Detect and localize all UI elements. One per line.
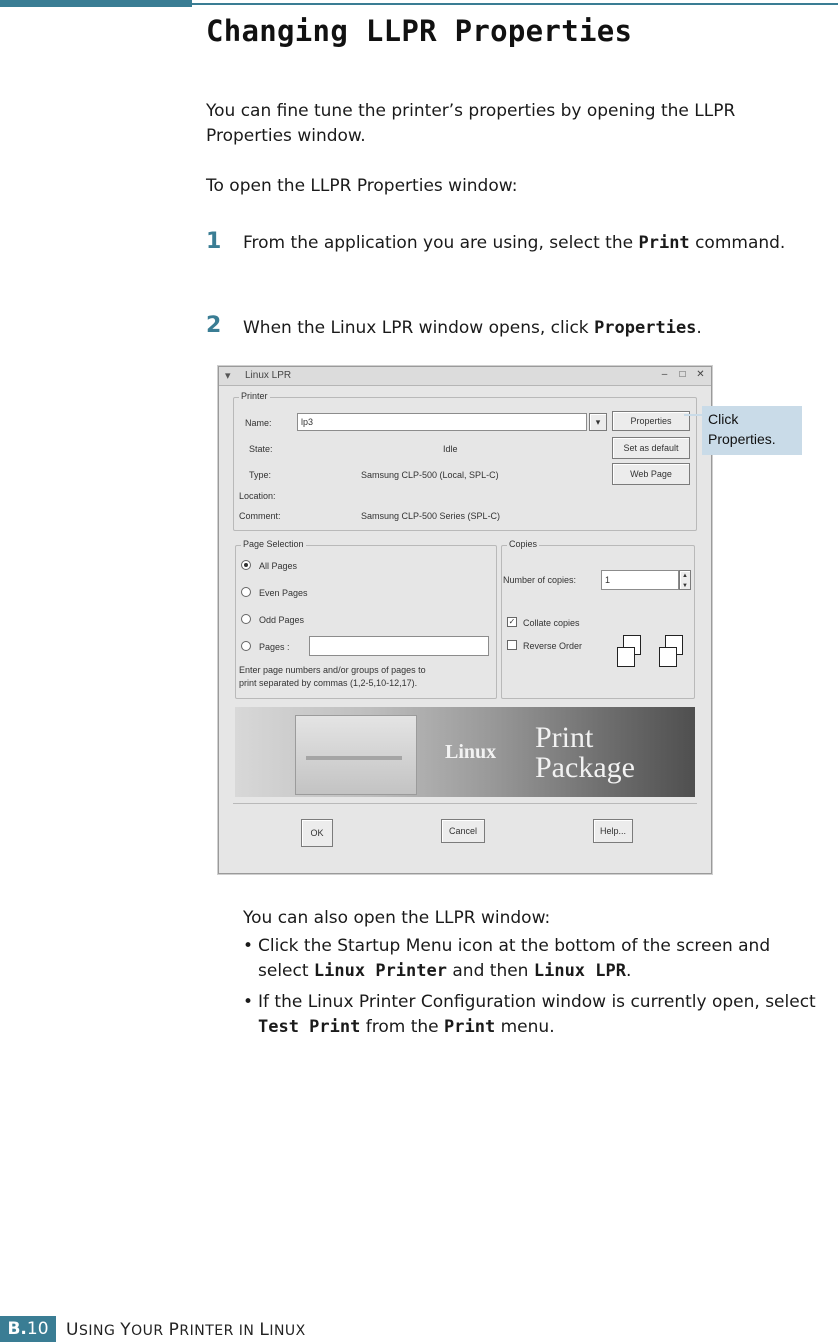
close-icon[interactable]: ✕	[696, 369, 705, 380]
collate-checkbox[interactable]: ✓	[508, 617, 516, 626]
bullet-startup-menu: • Click the Startup Menu icon at the bottom of the screen and select Linux Printer and then Linux LPR.	[243, 936, 771, 981]
window-titlebar	[219, 367, 711, 386]
ok-button[interactable]: OK	[301, 819, 333, 847]
num-copies-label: Number of copies:	[503, 575, 577, 585]
minimize-icon[interactable]: –	[661, 369, 668, 380]
callout-click-properties: Click Properties.	[702, 406, 802, 455]
web-page-button[interactable]: Web Page	[612, 463, 690, 485]
step-2-number: 2	[206, 313, 222, 338]
bullet-icon: •	[243, 992, 254, 1012]
odd-pages-label: Odd Pages	[259, 615, 305, 625]
intro-paragraph: You can fine tune the printer’s properties by opening the LLPR Properties window.	[206, 101, 736, 146]
location-label: Location:	[239, 491, 276, 501]
all-pages-label: All Pages	[259, 561, 298, 571]
pages-label: Pages :	[259, 642, 290, 652]
banner-package-text: Package	[535, 751, 635, 784]
comment-value: Samsung CLP-500 Series (SPL-C)	[361, 511, 501, 521]
reverse-order-label: Reverse Order	[523, 641, 583, 651]
all-pages-radio[interactable]	[241, 560, 251, 570]
collate-pages-icon	[617, 647, 635, 667]
num-copies-input[interactable]: 1	[601, 570, 679, 590]
page-title: Changing LLPR Properties	[206, 14, 633, 48]
open-instructions: To open the LLPR Properties window:	[206, 176, 518, 196]
bullet-icon: •	[243, 936, 254, 956]
linux-print-package-banner	[235, 707, 695, 797]
page-number-badge: B.10	[0, 1316, 56, 1342]
step-2-bold: Properties	[594, 318, 697, 338]
step-1-number: 1	[206, 229, 222, 254]
help-button[interactable]: Help...	[593, 819, 633, 843]
set-as-default-button[interactable]: Set as default	[612, 437, 690, 459]
reverse-order-checkbox[interactable]	[507, 640, 517, 650]
also-open-line: You can also open the LLPR window:	[243, 908, 551, 928]
step-1-bold: Print	[638, 233, 690, 253]
callout-pointer	[684, 414, 704, 416]
odd-pages-radio[interactable]	[241, 614, 251, 624]
chevron-down-icon[interactable]: ▾	[589, 413, 607, 431]
state-label: State:	[249, 444, 273, 454]
banner-linux-text: Linux	[445, 741, 497, 763]
properties-button[interactable]: Properties	[612, 411, 690, 431]
banner-print-text: Print	[535, 721, 594, 754]
collate-pages-icon	[659, 647, 677, 667]
printer-group-label: Printer	[241, 391, 268, 401]
state-value: Idle	[443, 444, 458, 454]
pages-hint-line-2: print separated by commas (1,2-5,10-12,17).	[239, 678, 418, 688]
pages-hint-line-1: Enter page numbers and/or groups of pages to	[239, 665, 426, 675]
type-label: Type:	[249, 470, 272, 480]
copies-stepper[interactable]: ▲ ▼	[679, 570, 691, 590]
bullet-test-print: • If the Linux Printer Configuration window is currently open, select Test Print from the Print menu.	[243, 992, 816, 1037]
window-title: Linux LPR	[245, 370, 292, 381]
maximize-icon[interactable]: □	[679, 369, 686, 380]
page-selection-label: Page Selection	[243, 539, 304, 549]
name-label: Name:	[245, 418, 272, 428]
header-accent-bar	[0, 0, 192, 7]
cancel-button[interactable]: Cancel	[441, 819, 485, 843]
divider	[233, 803, 697, 804]
copies-group-label: Copies	[509, 539, 538, 549]
linux-lpr-window-screenshot	[218, 366, 712, 874]
even-pages-label: Even Pages	[259, 588, 308, 598]
step-1-text: From the application you are using, select the Print command.	[243, 233, 786, 253]
printer-name-select[interactable]: lp3	[297, 413, 587, 431]
pages-radio[interactable]	[241, 641, 251, 651]
printer-image	[295, 715, 417, 795]
type-value: Samsung CLP-500 (Local, SPL-C)	[361, 470, 499, 480]
footer-chapter-title: USING YOUR PRINTER IN LINUX	[66, 1320, 306, 1340]
pages-input[interactable]	[309, 636, 489, 656]
comment-label: Comment:	[239, 511, 281, 521]
step-2-text: When the Linux LPR window opens, click Properties.	[243, 318, 702, 338]
window-menu-icon[interactable]: ▾	[225, 370, 231, 382]
collate-label: Collate copies	[523, 618, 580, 628]
even-pages-radio[interactable]	[241, 587, 251, 597]
header-rule	[192, 3, 838, 5]
